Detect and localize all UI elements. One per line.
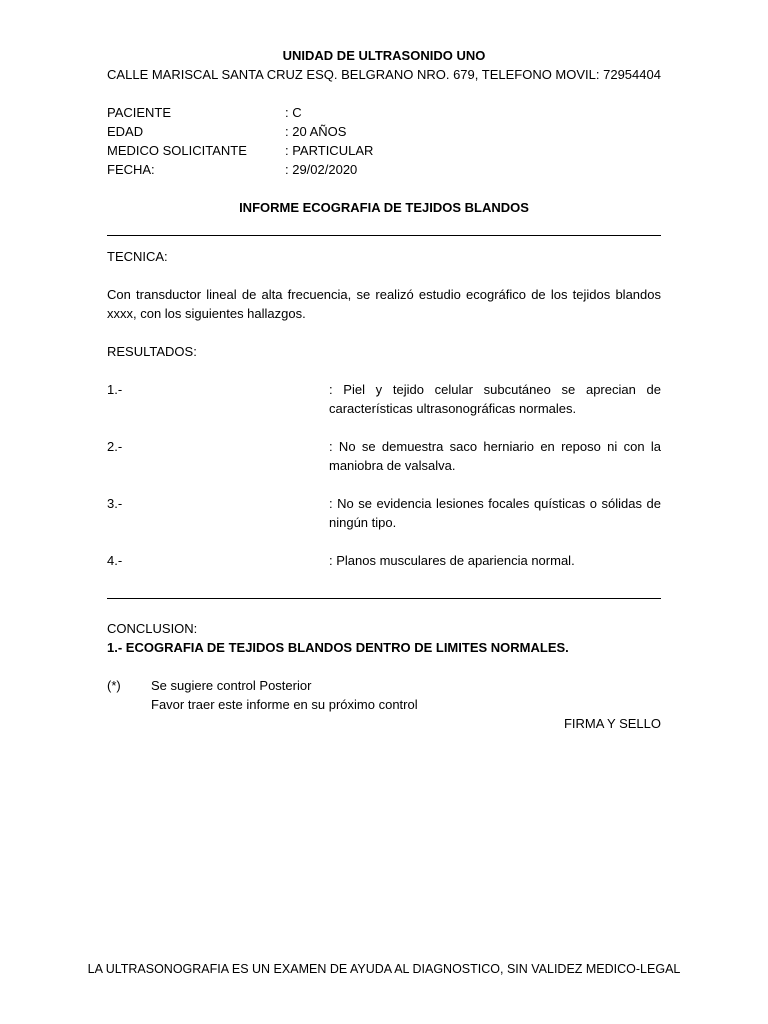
result-text: : No se demuestra saco herniario en reposo ni con la maniobra de valsalva.	[329, 439, 661, 473]
conclusion-label: CONCLUSION:	[107, 621, 198, 636]
divider	[107, 598, 661, 599]
note-mark: (*)	[107, 678, 121, 693]
patient-value: : C	[285, 105, 302, 120]
note-line: Se sugiere control Posterior	[151, 678, 312, 693]
signature-label: FIRMA Y SELLO	[563, 716, 661, 731]
note-body	[151, 676, 418, 714]
technique-label: TECNICA:	[107, 249, 168, 264]
result-item-3	[107, 494, 661, 532]
technique-text: Con transductor lineal de alta frecuencia, se realizó estudio ecográfico de los tejidos blandos xxxx, con los siguientes hallazgos.	[107, 287, 661, 321]
doctor-value: : PARTICULAR	[285, 143, 374, 158]
result-item-4	[107, 551, 661, 570]
result-text: : No se evidencia lesiones focales quísticas o sólidas de ningún tipo.	[329, 496, 661, 530]
result-number: 2.-	[107, 439, 123, 454]
report-page	[107, 46, 661, 733]
clinic-address: CALLE MARISCAL SANTA CRUZ ESQ. BELGRANO NRO. 679, TELEFONO MOVIL: 72954404	[107, 67, 661, 82]
result-number: 4.-	[107, 553, 123, 568]
doctor-label: MEDICO SOLICITANTE	[107, 143, 247, 158]
date-row	[107, 160, 661, 179]
age-label: EDAD	[107, 124, 144, 139]
patient-info	[107, 103, 661, 179]
conclusion-text: 1.- ECOGRAFIA DE TEJIDOS BLANDOS DENTRO DE LIMITES NORMALES.	[107, 640, 569, 655]
date-label: FECHA:	[107, 162, 155, 177]
result-number: 1.-	[107, 382, 123, 397]
patient-row	[107, 103, 661, 122]
note-line: Favor traer este informe en su próximo control	[151, 697, 418, 712]
result-text: : Planos musculares de apariencia normal.	[329, 553, 575, 568]
age-value: : 20 AÑOS	[285, 124, 347, 139]
age-row	[107, 122, 661, 141]
result-number: 3.-	[107, 496, 123, 511]
result-item-2	[107, 437, 661, 475]
results-label: RESULTADOS:	[107, 344, 197, 359]
result-item-1	[107, 380, 661, 418]
note	[107, 676, 661, 714]
patient-label: PACIENTE	[107, 105, 172, 120]
result-text: : Piel y tejido celular subcutáneo se aprecian de características ultrasonográficas normales.	[329, 382, 661, 416]
report-title: INFORME ECOGRAFIA DE TEJIDOS BLANDOS	[239, 200, 529, 215]
divider	[107, 235, 661, 236]
clinic-title: UNIDAD DE ULTRASONIDO UNO	[282, 48, 486, 63]
doctor-row	[107, 141, 661, 160]
date-value: : 29/02/2020	[285, 162, 358, 177]
footer-disclaimer: LA ULTRASONOGRAFIA ES UN EXAMEN DE AYUDA AL DIAGNOSTICO, SIN VALIDEZ MEDICO-LEGAL	[87, 962, 681, 976]
